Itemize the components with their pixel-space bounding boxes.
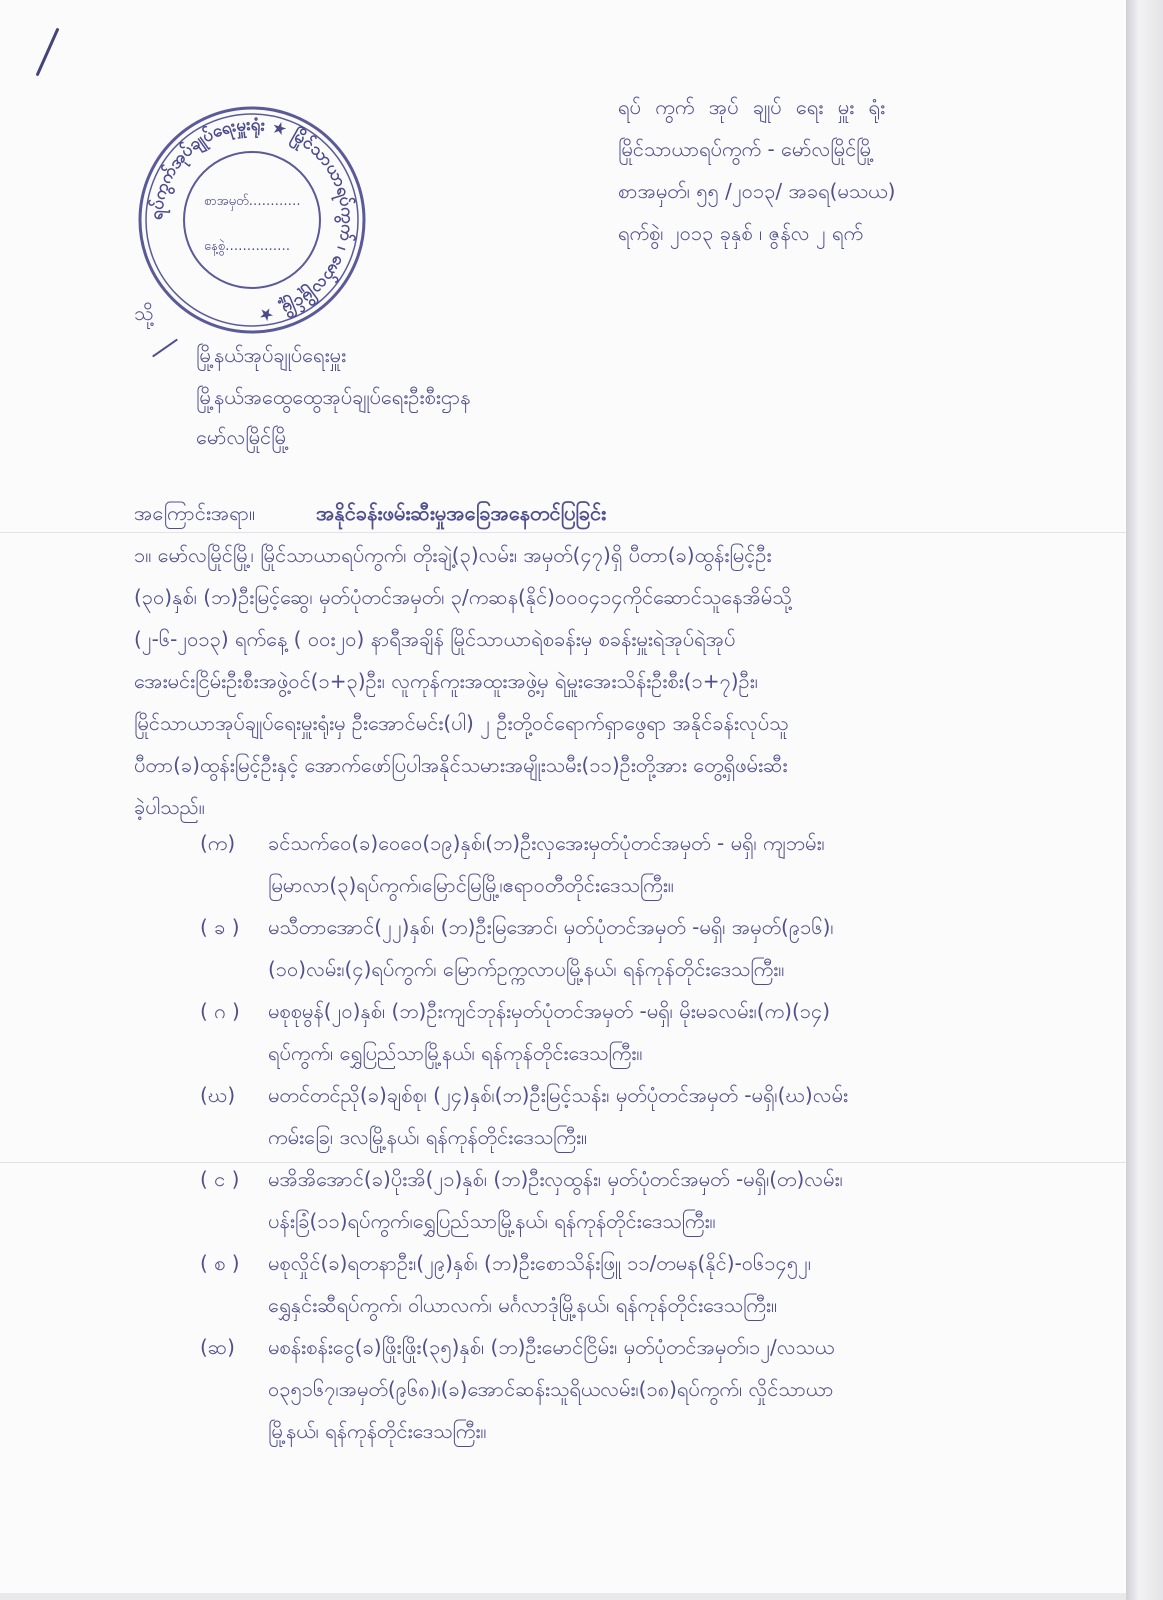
list-item-line: မြမာလာ(၃)ရပ်ကွက်၊မြောင်မြမြို့၊ဧရာဝတီတိုင်းဒေသကြီး။ <box>268 873 674 897</box>
list-item-line: မသီတာအောင်(၂၂)နှစ်၊ (ဘ)ဦးမြအောင်၊ မှတ်ပုံတင်အမှတ် -မရှိ၊ အမှတ်(၉၁၆)၊ <box>268 915 834 939</box>
paragraph-line: အေးမင်းငြိမ်းဦးစီးအဖွဲ့ဝင်(၁+၃)ဦး၊ လူကုန်ကူးအထူးအဖွဲ့မှ ရဲမှူးအေးသိန်းဦးစီး(၁+၇)ဦး၊ <box>134 669 758 693</box>
seal-date-label: နေ့စွဲ…………… <box>204 239 291 254</box>
list-item-label: ( စ ) <box>200 1251 240 1275</box>
list-item-label: (ဃ) <box>200 1083 236 1107</box>
list-item-line: ရွှေနှင်းဆီရပ်ကွက်၊ ဝါယာလက်၊ မင်္ဂလာဒုံမြို့နယ်၊ ရန်ကုန်တိုင်းဒေသကြီး။ <box>268 1293 778 1317</box>
recipient-tick <box>152 339 178 358</box>
list-item-label: (ဆ) <box>200 1335 235 1359</box>
paragraph-line: မြိုင်သာယာအုပ်ချုပ်ရေးမှူးရုံးမှ ဦးအောင်မင်း(ပါ) ၂ ဦးတို့ဝင်ရောက်ရှာဖွေရာ အနိုင်ခန်းလုပ်သူ <box>134 711 789 735</box>
pen-mark <box>36 28 60 77</box>
recipient-to: သို့ <box>134 301 154 325</box>
list-item-line: မြို့နယ်၊ ရန်ကုန်တိုင်းဒေသကြီး။ <box>268 1419 487 1443</box>
scan-edge <box>1126 0 1163 1600</box>
list-item-line: မစန်းစန်းငွေ(ခ)ဖြိုးဖြိုး(၃၅)နှစ်၊ (ဘ)ဦးမောင်ငြိမ်း၊ မှတ်ပုံတင်အမှတ်၊၁၂/လသယ <box>268 1335 835 1359</box>
list-item-line: မစုလှိုင်(ခ)ရတနာဦး၊(၂၉)နှစ်၊ (ဘ)ဦးစောသိန်းဖြူ ၁၁/တမန(နိုင်)-၀၆၁၄၅၂၊ <box>268 1251 812 1275</box>
paragraph-line: (၃၀)နှစ်၊ (ဘ)ဦးမြင့်ဆွေ၊ မှတ်ပုံတင်အမှတ်၊ ၃/ကဆန(နိုင်)၀၀၀၄၁၄ကိုင်ဆောင်သူနေအိမ်သို့ <box>134 585 792 609</box>
seal-ring-text: ရပ်ကွက်အုပ်ချုပ်ရေးမှူးရုံး ★ မြိုင်သာယာရပ်ကွက် ၊ မော်လမြိုင်မြို့ ★ <box>146 114 358 325</box>
fold-line <box>0 532 1126 533</box>
list-item-label: ( ဂ ) <box>200 999 240 1023</box>
paragraph-line: (၂-၆-၂၀၁၃) ရက်နေ့ ( ၀၀း၂၀) နာရီအချိန် မြိုင်သာယာရဲစခန်းမှ စခန်းမှူးရဲအုပ်ရဲအုပ် <box>134 627 736 651</box>
svg-text:ရပ်ကွက်အုပ်ချုပ်ရေးမှူးရုံး ★ <box>147 115 359 325</box>
fold-line <box>0 1162 1126 1163</box>
list-item-label: (က) <box>200 831 236 855</box>
list-item-line: (၁၀)လမ်း၊(၄)ရပ်ကွက်၊ မြောက်ဥက္ကလာပမြို့နယ်၊ ရန်ကုန်တိုင်းဒေသကြီး။ <box>268 957 785 981</box>
header-letter-no: စာအမှတ်၊ ၅၅ /၂၀၁၃/ အခရ(မသယ) <box>618 179 896 203</box>
list-item-line: ခင်သက်ဝေ(ခ)ဝေဝေ(၁၉)နှစ်၊(ဘ)ဦးလှအေးမှတ်ပုံတင်အမှတ် - မရှိ၊ ကျဘမ်း၊ <box>268 831 825 855</box>
recipient-line-2: မြို့နယ်အထွေထွေအုပ်ချုပ်ရေးဦးစီးဌာန <box>196 385 471 409</box>
paragraph-line: ၁။ မော်လမြိုင်မြို့၊ မြိုင်သာယာရပ်ကွက်၊ တိုးချဲ့(၃)လမ်း၊ အမှတ်(၄၇)ရှိ ပီတာ(ခ)ထွန်းမြင့်ဦး <box>134 543 772 567</box>
list-item-label: ( ခ ) <box>200 915 240 939</box>
list-item-line: မစုစုမွန်(၂၀)နှစ်၊ (ဘ)ဦးကျင်ဘုန်းမှတ်ပုံတင်အမှတ် -မရှိ၊ မိုးမခလမ်း၊(က)(၁၄) <box>268 999 831 1023</box>
list-item-line: ၀၃၅၁၆၇၊အမှတ်(၉၆၈)၊(ခ)အောင်ဆန်းသူရိယလမ်း၊(၁၈)ရပ်ကွက်၊ လှိုင်သာယာ <box>268 1377 834 1401</box>
list-item-line: မတင်တင်ညို(ခ)ချစ်စု၊ (၂၄)နှစ်၊(ဘ)ဦးမြင့်သန်း၊ မှတ်ပုံတင်အမှတ် -မရှိ၊(ဃ)လမ်း <box>268 1083 848 1107</box>
subject-title: အနိုင်ခန်းဖမ်းဆီးမှုအခြေအနေတင်ပြခြင်း <box>316 501 607 525</box>
recipient-line-1: မြို့နယ်အုပ်ချုပ်ရေးမှူး <box>196 343 347 367</box>
header-ward: မြိုင်သာယာရပ်ကွက် - မော်လမြိုင်မြို့ <box>618 137 875 161</box>
list-item-line: ပန်းခြံ(၁၁)ရပ်ကွက်၊ရွှေပြည်သာမြို့နယ်၊ ရန်ကုန်တိုင်းဒေသကြီး။ <box>268 1209 716 1233</box>
list-item-line: ရပ်ကွက်၊ ရွှေပြည်သာမြို့နယ်၊ ရန်ကုန်တိုင်းဒေသကြီး။ <box>268 1041 643 1065</box>
subject-label: အကြောင်းအရာ။ <box>134 501 256 525</box>
paragraph-line: ပီတာ(ခ)ထွန်းမြင့်ဦးနှင့် အောက်ဖော်ပြပါအနိုင်သမားအမျိုးသမီး(၁၁)ဦးတို့အား တွေ့ရှိဖမ်းဆီး <box>134 753 788 777</box>
list-item-line: ကမ်းခြေ၊ ဒလမြို့နယ်၊ ရန်ကုန်တိုင်းဒေသကြီး။ <box>268 1125 588 1149</box>
header-office: ရပ် ကွက် အုပ် ချုပ် ရေး မှူး ရုံး <box>618 95 886 119</box>
office-seal <box>132 100 372 340</box>
header-date: ရက်စွဲ၊ ၂၀၁၃ ခုနှစ် ၊ ဇွန်လ ၂ ရက် <box>618 221 864 245</box>
seal-number-label: စာအမှတ်………… <box>204 194 301 209</box>
list-item-line: မအိအိအောင်(ခ)ပိုးအိ(၂၁)နှစ်၊ (ဘ)ဦးလှထွန်း၊ မှတ်ပုံတင်အမှတ် -မရှိ၊(တ)လမ်း၊ <box>268 1167 843 1191</box>
paragraph-line: ခဲ့ပါသည်။ <box>134 795 205 819</box>
recipient-line-3: မော်လမြိုင်မြို့ <box>196 425 290 449</box>
list-item-label: ( င ) <box>200 1167 240 1191</box>
